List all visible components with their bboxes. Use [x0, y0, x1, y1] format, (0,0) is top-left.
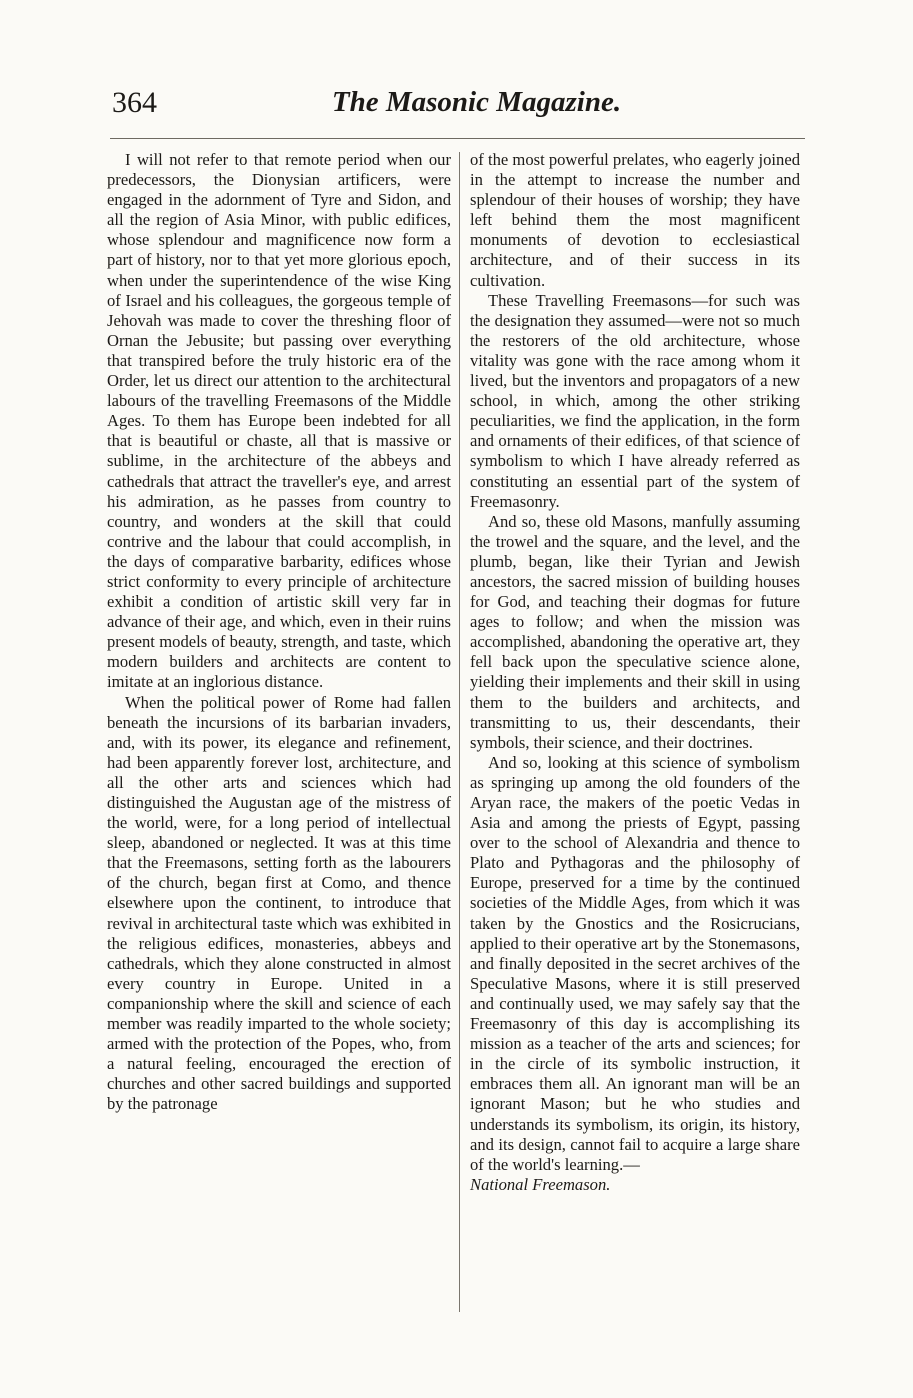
paragraph: These Travelling Freemasons—for such was the designation they assumed—were not so much the restorers of the old architecture, whose vitality was gone with the race among whom it lived, but the inventors and propagators of a new school, in which, among the other striking peculiarities, we find the application, in the form and ornaments of their edifices, of that science of symbolism to which I have already referred as constituting an essential part of the system of Freemasonry.	[470, 290, 800, 511]
right-column	[470, 150, 800, 1195]
running-head-title: The Masonic Magazine.	[331, 86, 622, 118]
paragraph: of the most powerful prelates, who eagerly joined in the attempt to increase the number and splendour of their houses of worship; they have left behind them the most magnificent monuments of devotion to ecclesiastical architecture, and of their success in its cultivation.	[470, 150, 800, 290]
page-number: 364	[112, 86, 157, 119]
paragraph: When the political power of Rome had fallen beneath the incursions of its barbarian invaders, and, with its power, its elegance and refinement, had been apparently forever lost, architecture, and all the other arts and sciences which had distinguished the Augustan age of the mistress of the world, were, for a long period of intellectual sleep, abandoned or neglected. It was at this time that the Freemasons, setting forth as the labourers of the church, began first at Como, and thence elsewhere upon the continent, to introduce that revival in architectural taste which was exhibited in the religious edifices, monasteries, abbeys and cathedrals, which they alone constructed in almost every country in Europe. United in a companionship where the skill and science of each member was readily imparted to the whole society; armed with the protection of the Popes, who, from a natural feeling, encouraged the erection of churches and other sacred buildings and supported by the patronage	[107, 692, 451, 1114]
header-rule	[110, 138, 805, 139]
paragraph: And so, these old Masons, manfully assuming the trowel and the square, and the level, and the plumb, began, like their Tyrian and Jewish ancestors, the sacred mission of building houses for God, and teaching their dogmas for future ages to follow; and when the mission was accomplished, abandoning the operative art, they fell back upon the speculative science alone, yielding their implements and their skill in using them to the builders and architects, and transmitting to us, their descendants, their symbols, their science, and their doctrines.	[470, 511, 800, 752]
paragraph: And so, looking at this science of symbolism as springing up among the old founders of the Aryan race, the makers of the poetic Vedas in Asia and among the priests of Egypt, passing over to the school of Alexandria and thence to Plato and Pythagoras and the philosophy of Europe, preserved for a time by the continued societies of the Middle Ages, from which it was taken by the Gnostics and the Rosicrucians, applied to their operative art by the Stonemasons, and finally deposited in the secret archives of the Speculative Masons, where it is still preserved and continually used, we may safely say that the Freemasonry of this day is accomplishing its mission as a teacher of the arts and sciences; for in the circle of its symbolic instruction, it embraces them all. An ignorant man will be an ignorant Mason; but he who studies and understands its symbolism, its origin, its history, and its design, cannot fail to acquire a large share of the world's learning.—	[470, 752, 800, 1174]
paragraph: I will not refer to that remote period when our predecessors, the Dionysian artificers, were engaged in the adornment of Tyre and Sidon, and all the region of Asia Minor, with public edifices, whose splendour and magnificence now form a part of history, nor to that yet more glorious epoch, when under the superintendence of the wise King of Israel and his colleagues, the gorgeous temple of Jehovah was made to cover the threshing floor of Ornan the Jebusite; but passing over everything that transpired before the truly historic era of the Order, let us direct our attention to the architectural labours of the travelling Freemasons of the Middle Ages. To them has Europe been indebted for all that is beautiful or chaste, all that is massive or sublime, in the architecture of the abbeys and cathedrals that attract the traveller's eye, and arrest his admiration, as he passes from country to country, and wonders at the skill that could contrive and the labour that could accomplish, in the days of comparative barbarity, edifices whose strict conformity to every principle of architecture exhibit a condition of artistic skill very far in advance of their age, and which, even in their ruins present models of beauty, strength, and taste, which modern builders and architects are content to imitate at an inglorious distance.	[107, 150, 451, 692]
source-attribution: National Freemason.	[470, 1174, 611, 1194]
column-divider	[459, 152, 460, 1312]
left-column	[107, 150, 451, 1115]
